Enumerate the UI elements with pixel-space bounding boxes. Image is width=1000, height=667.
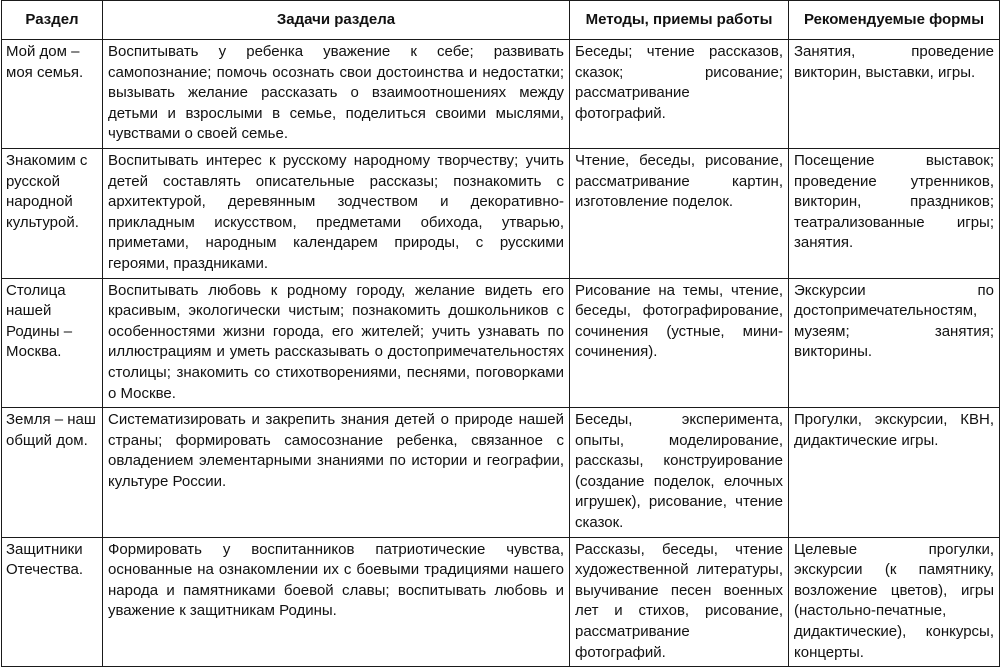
tasks-cell: Воспитывать любовь к родному городу, желание видеть его красивым, экологически чистым; познакомить дошкольников с особенностями жизни города, его жителей; учить узнавать по иллюстрациям и уметь рассказывать о достопримечательностях столицы; знакомить со стихотворениями, песнями, поговорками о Москве. [103,278,570,408]
table-row [2,148,1000,278]
header-row [2,1,1000,40]
table-row [2,537,1000,667]
header-tasks: Задачи раздела [103,1,570,40]
table-row [2,408,1000,538]
methods-cell: Чтение, беседы, рисование, рассматривание картин, изготовление поделок. [570,148,789,278]
tasks-cell: Систематизировать и закрепить знания детей о природе нашей страны; формировать самосознание ребенка, связанное с овладением элементарными знаниями по истории и географии, культуре России. [103,408,570,538]
methods-cell: Беседы, эксперимента, опыты, моделирование, рассказы, конструирование (создание поделок, елочных игрушек), рисование, чтение сказок. [570,408,789,538]
methods-cell: Беседы; чтение рассказов, сказок; рисование; рассматривание фотографий. [570,40,789,149]
forms-cell: Экскурсии по достопримечательностям, музеям; занятия; викторины. [789,278,1000,408]
section-cell: Знакомим с русской народной культурой. [2,148,103,278]
header-section: Раздел [2,1,103,40]
tasks-cell: Воспитывать интерес к русскому народному творчеству; учить детей составлять описательные рассказы; познакомить с архитектурой, деревянным зодчеством и декоративно-прикладным искусством, предметами обихода, утварью, приметами, народным календарем природы, с русскими героями, праздниками. [103,148,570,278]
methods-cell: Рисование на темы, чтение, беседы, фотографирование, сочинения (устные, мини-сочинения). [570,278,789,408]
forms-cell: Прогулки, экскурсии, КВН, дидактические игры. [789,408,1000,538]
forms-cell: Целевые прогулки, экскурсии (к памятнику, возложение цветов), игры (настольно-печатные, дидактические), конкурсы, концерты. [789,537,1000,667]
forms-cell: Занятия, проведение викторин, выставки, игры. [789,40,1000,149]
table-row [2,40,1000,149]
methods-table [1,0,1000,667]
section-cell: Защитники Отечества. [2,537,103,667]
section-cell: Столица нашей Родины – Москва. [2,278,103,408]
tasks-cell: Формировать у воспитанников патриотические чувства, основанные на ознакомлении их с боевыми традициями нашего народа и памятниками боевой славы; воспитывать любовь и уважение к защитникам Родины. [103,537,570,667]
section-cell: Мой дом – моя семья. [2,40,103,149]
section-cell: Земля – наш общий дом. [2,408,103,538]
header-forms: Рекомендуемые формы [789,1,1000,40]
tasks-cell: Воспитывать у ребенка уважение к себе; развивать самопознание; помочь осознать свои достоинства и недостатки; вызывать желание рассказать о взаимоотношениях между детьми и взрослыми в семье, поделиться своими мыслями, чувствами о своей семье. [103,40,570,149]
table-row [2,278,1000,408]
methods-cell: Рассказы, беседы, чтение художественной литературы, выучивание песен военных лет и стихов, рисование, рассматривание фотографий. [570,537,789,667]
forms-cell: Посещение выставок; проведение утренников, викторин, праздников; театрализованные игры; занятия. [789,148,1000,278]
header-methods: Методы, приемы работы [570,1,789,40]
